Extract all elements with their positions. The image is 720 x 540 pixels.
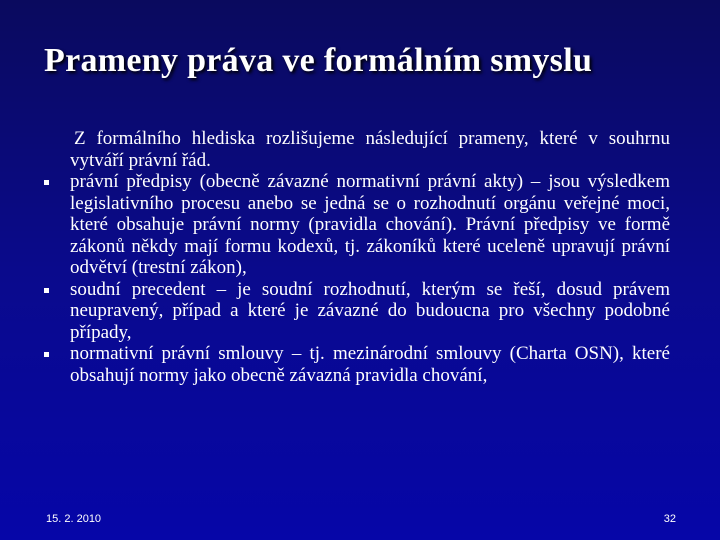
slide-title: Prameny práva ve formálním smyslu <box>44 42 593 79</box>
bullet-item-legal-regulations <box>44 171 670 279</box>
bullet-text: soudní precedent – je soudní rozhodnutí, kterým se řeší, dosud právem neupravený, případ a které je závazné do budoucna pro všechny podobné případy, <box>70 278 670 343</box>
bullet-item-normative-contracts <box>44 343 670 386</box>
bullet-text: normativní právní smlouvy – tj. mezinárodní smlouvy (Charta OSN), které obsahují normy jako obecně závazná pravidla chování, <box>70 343 670 386</box>
square-bullet-icon <box>44 352 49 357</box>
footer-page-number: 32 <box>663 513 676 525</box>
bullet-text: právní předpisy (obecně závazné normativní právní akty) – jsou výsledkem legislativního procesu anebo se jedná se o rozhodnutí orgánu veřejné moci, které obsahuje právní normy (pravidla chování). Právní předpisy ve formě zákonů někdy mají formu kodexů, tj. zákoníků které uceleně upravují právní odvětví (trestní zákon), <box>70 171 670 278</box>
intro-paragraph <box>44 128 670 171</box>
square-bullet-icon <box>44 288 49 293</box>
slide-body <box>44 128 670 386</box>
intro-text: Z formálního hlediska rozlišujeme následující prameny, které v souhrnu vytváří právní řád. <box>70 128 670 171</box>
footer-date: 15. 2. 2010 <box>46 513 102 525</box>
square-bullet-icon <box>44 180 49 185</box>
bullet-item-judicial-precedent <box>44 279 670 344</box>
